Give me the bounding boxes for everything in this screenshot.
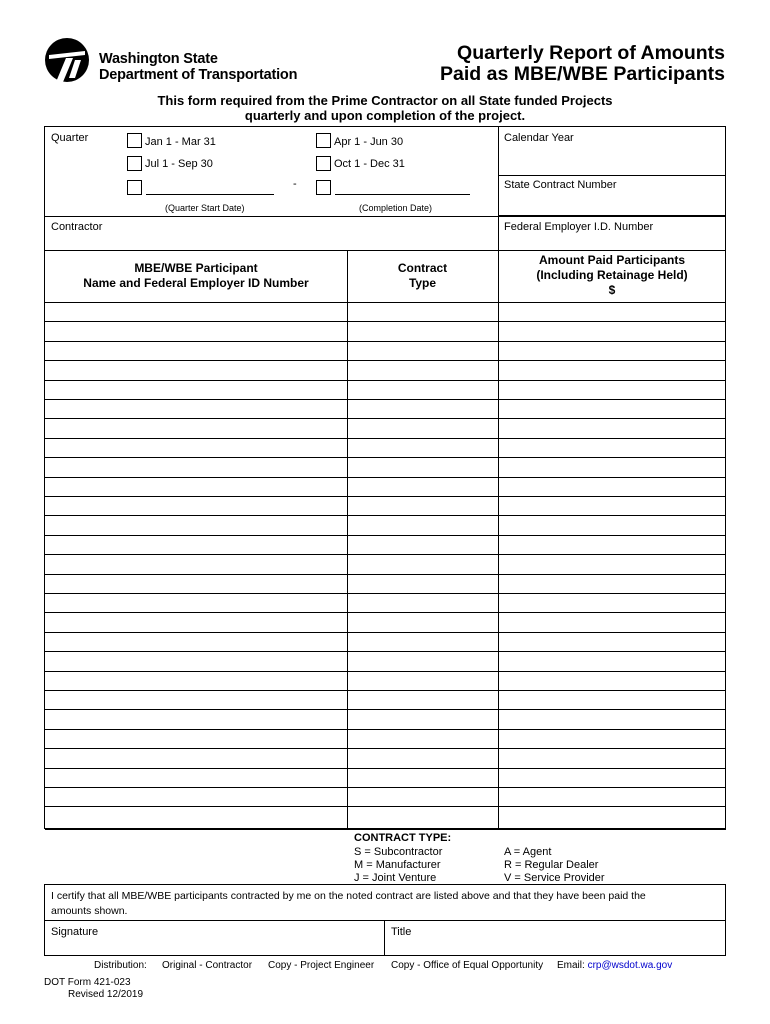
option-jan-mar-label: Jan 1 - Mar 31	[145, 136, 216, 148]
signature-title-divider	[384, 920, 385, 956]
table-row[interactable]	[45, 515, 726, 516]
email-label: Email:	[557, 960, 585, 971]
signature-top-line	[45, 920, 726, 921]
certification-box	[44, 884, 726, 956]
checkbox-apr-jun[interactable]	[316, 133, 331, 148]
table-row[interactable]	[45, 574, 726, 575]
col-contract-type-heading-line-2: Type	[408, 276, 437, 290]
col-contract-type-heading	[347, 261, 498, 291]
col-participant-heading-line-2: Name and Federal Employer ID Number	[83, 276, 309, 290]
subtitle-line-1: This form required from the Prime Contractor on all State funded Projects	[157, 93, 613, 108]
quarter-start-date-line[interactable]	[146, 194, 274, 195]
contract-type-m: M = Manufacturer	[354, 859, 441, 871]
option-jul-sep-label: Jul 1 - Sep 30	[145, 158, 213, 170]
revised-date: Revised 12/2019	[68, 989, 144, 1000]
table-row[interactable]	[45, 690, 726, 691]
contract-type-heading: CONTRACT TYPE:	[354, 832, 452, 844]
table-header-top-line	[45, 250, 726, 251]
quarter-start-caption: (Quarter Start Date)	[165, 203, 245, 213]
table-row[interactable]	[45, 748, 726, 749]
email-line	[557, 960, 672, 972]
subtitle-line-2: quarterly and upon completion of the project.	[244, 108, 526, 123]
table-row[interactable]	[45, 787, 726, 788]
contract-type-s: S = Subcontractor	[354, 846, 443, 858]
table-row[interactable]	[45, 418, 726, 419]
calendar-year-field[interactable]: Calendar Year	[504, 132, 574, 144]
agency-line-2: Department of Transportation	[99, 67, 298, 83]
col-amount-heading	[498, 253, 726, 298]
title-field[interactable]: Title	[391, 926, 412, 938]
checkbox-jul-sep[interactable]	[127, 156, 142, 171]
contractor-top-line	[45, 216, 726, 217]
quarter-label: Quarter	[51, 132, 89, 144]
table-row[interactable]	[45, 709, 726, 710]
table-row[interactable]	[45, 477, 726, 478]
form-frame	[44, 126, 726, 884]
table-row[interactable]	[45, 612, 726, 613]
table-row[interactable]	[45, 457, 726, 458]
table-row[interactable]	[45, 806, 726, 807]
table-bottom-line	[45, 829, 726, 830]
form-number: DOT Form 421-023	[44, 977, 131, 988]
certify-statement-line-1: I certify that all MBE/WBE participants contracted by me on the noted contract are listed above and that they have been paid the	[51, 890, 646, 902]
table-col-divider-1	[347, 250, 348, 830]
col-contract-type-heading-line-1: Contract	[397, 261, 448, 275]
agency-name	[99, 51, 297, 83]
table-row[interactable]	[45, 768, 726, 769]
table-row[interactable]	[45, 399, 726, 400]
agency-line-1: Washington State	[99, 51, 218, 67]
option-apr-jun-label: Apr 1 - Jun 30	[334, 136, 404, 148]
option-oct-dec-label: Oct 1 - Dec 31	[334, 158, 405, 170]
form-subtitle	[0, 93, 770, 123]
checkbox-quarter-start[interactable]	[127, 180, 142, 195]
table-row[interactable]	[45, 341, 726, 342]
contract-type-r: R = Regular Dealer	[504, 859, 599, 871]
email-link[interactable]: crp@wsdot.wa.gov	[587, 960, 673, 971]
signature-field[interactable]: Signature	[51, 926, 99, 938]
table-row[interactable]	[45, 360, 726, 361]
date-separator: -	[293, 178, 297, 190]
table-col-divider-2	[498, 250, 499, 830]
col-amount-heading-line-3: $	[608, 283, 616, 297]
contract-type-v: V = Service Provider	[504, 872, 605, 884]
completion-caption: (Completion Date)	[359, 203, 433, 213]
distribution-copy-office: Copy - Office of Equal Opportunity	[391, 960, 544, 971]
calendar-year-bottom-line	[498, 175, 726, 176]
title-line-1: Quarterly Report of Amounts	[457, 42, 725, 64]
col-amount-heading-line-1: Amount Paid Participants	[538, 253, 686, 267]
checkbox-completion[interactable]	[316, 180, 331, 195]
table-row[interactable]	[45, 380, 726, 381]
contractor-field[interactable]: Contractor	[51, 221, 103, 233]
col-amount-heading-line-2: (Including Retainage Held)	[536, 268, 688, 282]
contract-type-a: A = Agent	[504, 846, 552, 858]
federal-employer-id-field[interactable]: Federal Employer I.D. Number	[504, 221, 654, 233]
table-row[interactable]	[45, 496, 726, 497]
title-line-2: Paid as MBE/WBE Participants	[440, 63, 725, 85]
table-row[interactable]	[45, 729, 726, 730]
table-row[interactable]	[45, 651, 726, 652]
col-participant-heading	[45, 261, 347, 291]
completion-date-line[interactable]	[335, 194, 470, 195]
certify-statement-line-2: amounts shown.	[51, 905, 128, 917]
checkbox-jan-mar[interactable]	[127, 133, 142, 148]
table-row[interactable]	[45, 535, 726, 536]
state-contract-number-field[interactable]: State Contract Number	[504, 179, 617, 191]
table-row[interactable]	[45, 593, 726, 594]
table-row[interactable]	[45, 302, 726, 303]
checkbox-oct-dec[interactable]	[316, 156, 331, 171]
distribution-copy-engineer: Copy - Project Engineer	[268, 960, 375, 971]
distribution-label: Distribution:	[94, 960, 147, 971]
form-title	[440, 43, 725, 85]
table-row[interactable]	[45, 671, 726, 672]
col-participant-heading-line-1: MBE/WBE Participant	[134, 261, 258, 275]
table-row[interactable]	[45, 632, 726, 633]
table-row[interactable]	[45, 438, 726, 439]
contract-type-j: J = Joint Venture	[354, 872, 437, 884]
distribution-original: Original - Contractor	[162, 960, 253, 971]
table-row[interactable]	[45, 321, 726, 322]
wsdot-logo-icon	[45, 38, 89, 82]
table-row[interactable]	[45, 554, 726, 555]
